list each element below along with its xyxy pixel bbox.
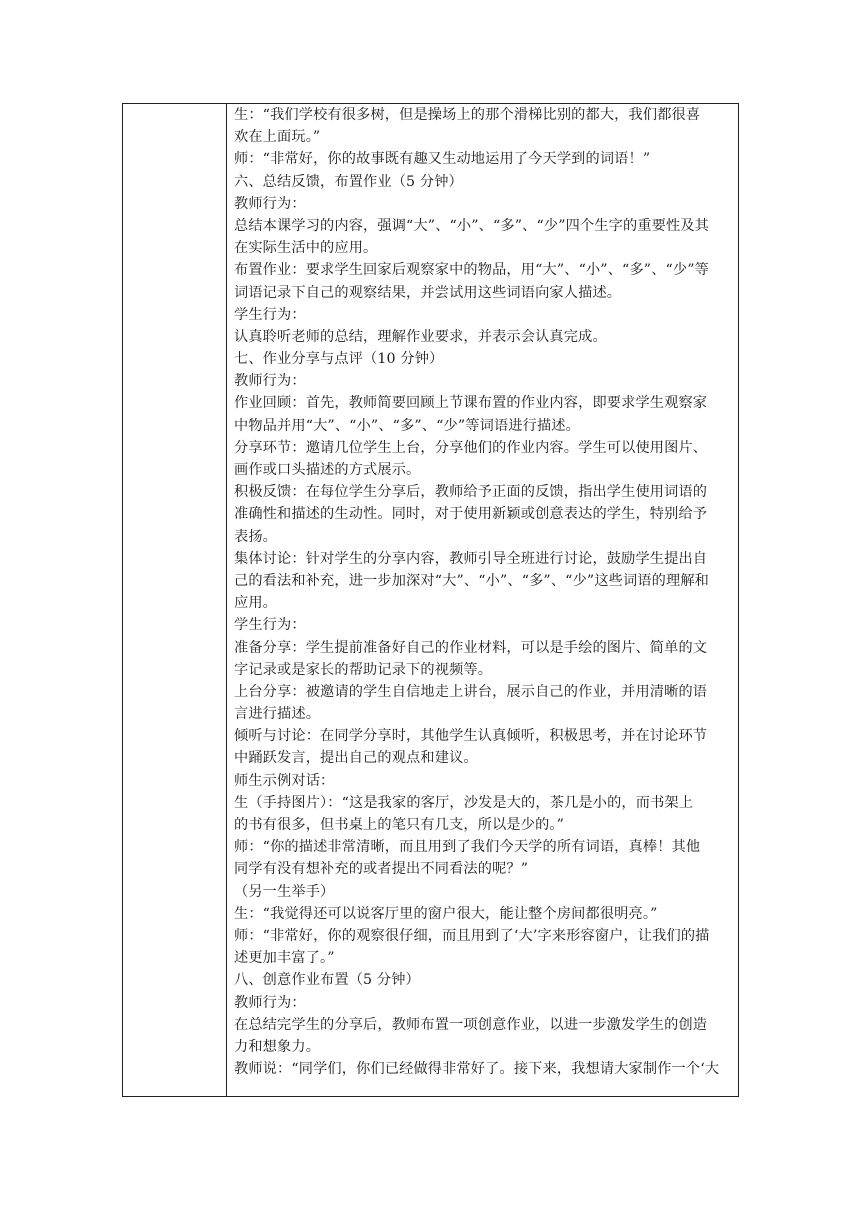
- text-line: 中踊跃发言，提出自己的观点和建议。: [234, 750, 478, 767]
- text-line: 字记录或是家长的帮助记录下的视频等。: [234, 661, 493, 678]
- text-line: 教师行为：: [234, 373, 306, 390]
- text-line: 生：“我觉得还可以说客厅里的窗户很大，能让整个房间都很明亮。”: [234, 905, 658, 922]
- text-line: 集体讨论：针对学生的分享内容，教师引导全班进行讨论，鼓励学生提出自: [234, 550, 708, 567]
- text-line: 欢在上面玩。”: [234, 129, 321, 146]
- text-line: 准备分享：学生提前准备好自己的作业材料，可以是手绘的图片、简单的文: [234, 639, 708, 656]
- text-line: 学生行为：: [234, 617, 306, 634]
- text-line: 八、创意作业布置（5 分钟）: [234, 972, 420, 989]
- text-line: 倾听与讨论：在同学分享时，其他学生认真倾听，积极思考，并在讨论环节: [234, 728, 708, 745]
- text-line: 师：“非常好，你的观察很仔细，而且用到了‘大’字来形容窗户，让我们的描: [234, 927, 710, 944]
- text-line: 作业回顾：首先，教师简要回顾上节课布置的作业内容，即要求学生观察家: [234, 395, 708, 412]
- text-line: 师：“非常好，你的故事既有趣又生动地运用了今天学到的词语！”: [234, 151, 651, 168]
- text-line: 在总结完学生的分享后，教师布置一项创意作业，以进一步激发学生的创造: [234, 1016, 708, 1033]
- text-line: 教师行为：: [234, 994, 306, 1011]
- text-line: 认真聆听老师的总结，理解作业要求，并表示会认真完成。: [234, 328, 607, 345]
- text-line: 的书有很多，但书桌上的笔只有几支，所以是少的。”: [234, 817, 565, 833]
- text-line: 教师行为：: [234, 195, 306, 212]
- text-line: 七、作业分享与点评（10 分钟）: [234, 351, 444, 368]
- text-line: 学生行为：: [234, 306, 306, 323]
- text-line: 述更加丰富了。”: [234, 950, 335, 967]
- text-line: 教师说：“同学们，你们已经做得非常好了。接下来，我想请大家制作一个‘大: [234, 1061, 720, 1078]
- text-line: 师：“你的描述非常清晰，而且用到了我们今天学的所有词语，真棒！其他: [234, 839, 701, 856]
- text-line: 己的看法和补充，进一步加深对“大”、“小”、“多”、“少”这些词语的理解和: [234, 572, 710, 589]
- text-line: 准确性和描述的生动性。同时，对于使用新颖或创意表达的学生，特别给予: [234, 506, 708, 523]
- table-content-cell: [227, 104, 738, 1096]
- text-line: 同学有没有想补充的或者提出不同看法的呢？”: [234, 861, 529, 878]
- text-line: 力和想象力。: [234, 1038, 321, 1055]
- text-line: 在实际生活中的应用。: [234, 240, 378, 257]
- text-line: 言进行描述。: [234, 706, 321, 723]
- text-line: 积极反馈：在每位学生分享后，教师给予正面的反馈，指出学生使用词语的: [234, 484, 708, 501]
- text-line: 六、总结反馈，布置作业（5 分钟）: [234, 173, 463, 190]
- text-line: 布置作业：要求学生回家后观察家中的物品，用“大”、“小”、“多”、“少”等: [234, 262, 710, 279]
- text-line: 上台分享：被邀请的学生自信地走上讲台，展示自己的作业，并用清晰的语: [234, 683, 708, 700]
- text-line: 词语记录下自己的观察结果，并尝试用这些词语向家人描述。: [234, 284, 622, 301]
- table-left-column: [123, 104, 227, 1096]
- text-line: 表扬。: [234, 528, 278, 545]
- text-line: 画作或口头描述的方式展示。: [234, 462, 421, 478]
- text-line: 中物品并用“大”、“小”、“多”、“少”等词语进行描述。: [234, 417, 580, 434]
- text-line: 应用。: [234, 595, 278, 612]
- text-line: 总结本课学习的内容，强调“大”、“小”、“多”、“少”四个生字的重要性及其: [234, 217, 710, 234]
- lesson-plan-table: [122, 103, 739, 1097]
- text-line: （另一生举手）: [234, 883, 335, 900]
- text-line: 生：“我们学校有很多树，但是操场上的那个滑梯比别的都大，我们都很喜: [234, 107, 701, 123]
- text-line: 分享环节：邀请几位学生上台，分享他们的作业内容。学生可以使用图片、: [234, 439, 708, 456]
- text-line: 师生示例对话：: [234, 772, 335, 789]
- text-line: 生（手持图片）：“这是我家的客厅，沙发是大的，茶几是小的，而书架上: [234, 794, 694, 811]
